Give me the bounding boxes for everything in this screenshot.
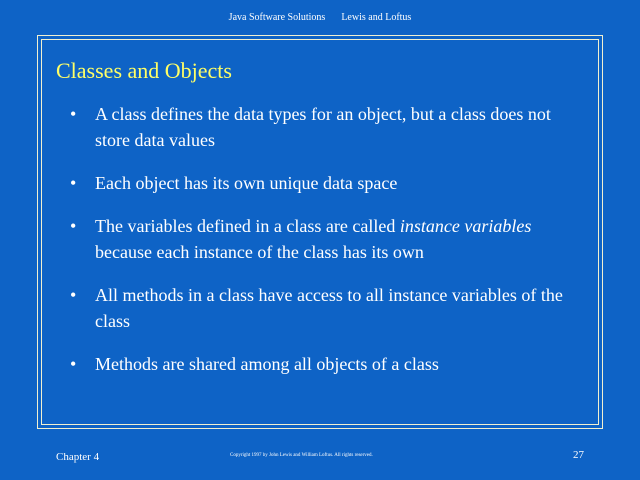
bullet-item	[70, 170, 580, 196]
bullet-list	[70, 101, 580, 377]
bullet-marker: •	[70, 104, 77, 124]
copyright-notice: Copyright 1997 by John Lewis and William Loftus. All rights reserved.	[230, 453, 373, 458]
bullet-text: Methods are shared among all objects of a class	[95, 354, 439, 374]
bullet-emphasis: instance variables	[399, 216, 532, 236]
bullet-text: Each object has its own unique data space	[95, 173, 398, 193]
page-number: 27	[573, 449, 584, 461]
bullet-marker: •	[70, 354, 77, 374]
slide-header	[0, 12, 640, 23]
bullet-item	[70, 101, 580, 153]
bullet-text: A class defines the data types for an object, but a class does not store data values	[95, 104, 551, 150]
bullet-text-after: because each instance of the class has its own	[95, 242, 424, 262]
bullet-marker: •	[70, 173, 77, 193]
bullet-item	[70, 213, 580, 265]
bullet-item	[70, 351, 580, 377]
authors: Lewis and Loftus	[341, 12, 412, 23]
bullet-text: All methods in a class have access to all instance variables of the class	[95, 285, 563, 331]
book-title: Java Software Solutions	[228, 12, 326, 23]
bullet-text-before: The variables defined in a class are called	[95, 216, 400, 236]
bullet-marker: •	[70, 216, 77, 236]
chapter-label: Chapter 4	[56, 451, 100, 463]
slide-title: Classes and Objects	[56, 58, 232, 83]
bullet-item	[70, 282, 580, 334]
bullet-marker: •	[70, 285, 77, 305]
